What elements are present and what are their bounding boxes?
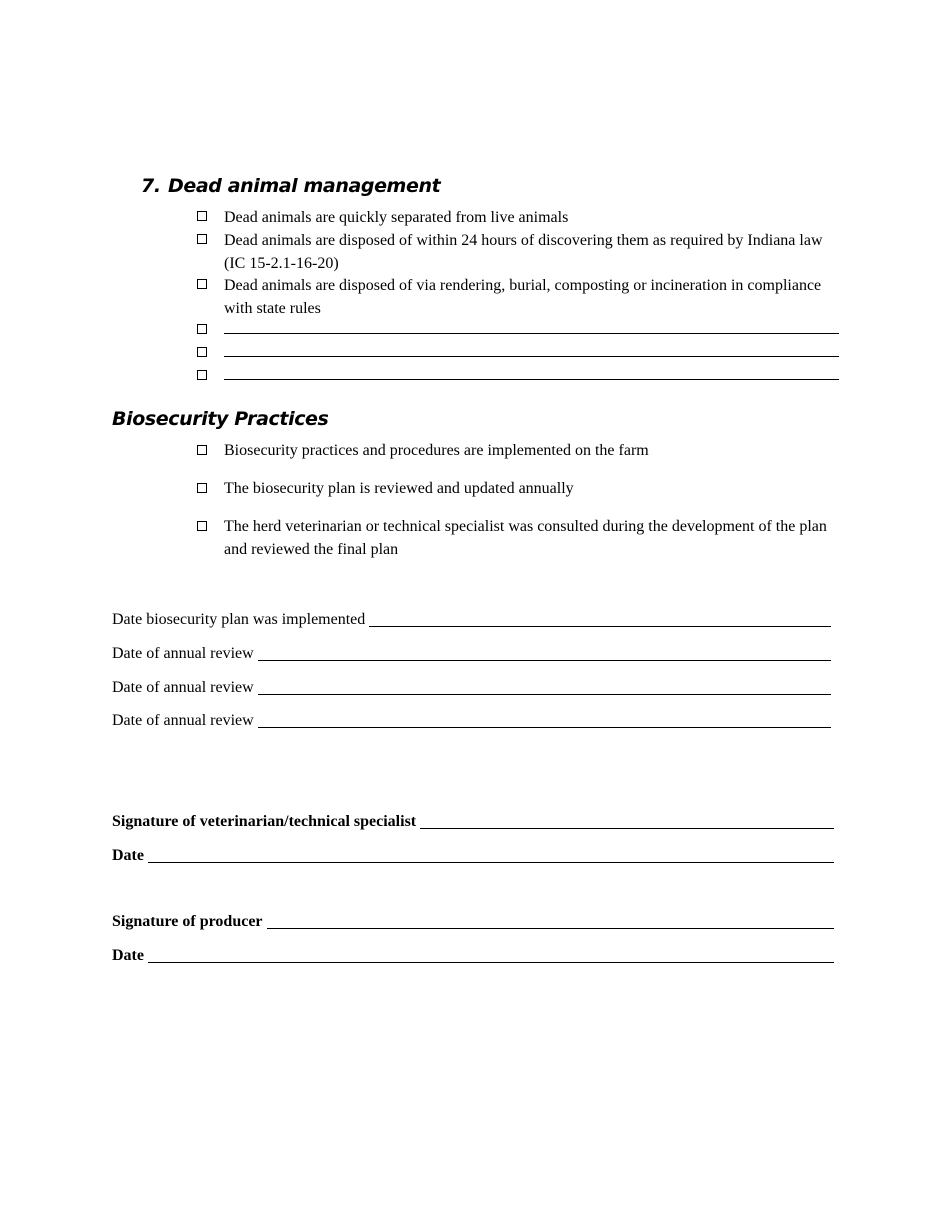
date-implemented-field xyxy=(112,610,831,630)
checklist-item: Dead animals are quickly separated from live animals xyxy=(224,209,569,226)
vet-date-input-line[interactable] xyxy=(148,862,834,863)
checkbox[interactable] xyxy=(197,234,207,244)
blank-entry-line[interactable] xyxy=(224,333,839,334)
vet-signature-label: Signature of veterinarian/technical specialist xyxy=(112,813,417,830)
checkbox[interactable] xyxy=(197,370,207,380)
checkbox[interactable] xyxy=(197,347,207,357)
checkbox[interactable] xyxy=(197,279,207,289)
producer-signature-input-line[interactable] xyxy=(267,928,834,929)
blank-entry-line[interactable] xyxy=(224,379,839,380)
section-7-heading xyxy=(141,174,440,198)
date-implemented-input-line[interactable] xyxy=(369,626,831,627)
blank-entry-line[interactable] xyxy=(224,356,839,357)
producer-signature-field xyxy=(112,912,834,932)
checklist-item: Biosecurity practices and procedures are implemented on the farm xyxy=(224,442,649,459)
producer-date-input-line[interactable] xyxy=(148,962,834,963)
section-number: 7. xyxy=(141,175,161,197)
checklist-item: The herd veterinarian or technical specialist was consulted during the development of the plan and reviewed the final plan xyxy=(224,518,827,558)
checkbox[interactable] xyxy=(197,211,207,221)
producer-date-field xyxy=(112,946,834,966)
checkbox[interactable] xyxy=(197,445,207,455)
checkbox[interactable] xyxy=(197,324,207,334)
vet-date-label: Date xyxy=(112,847,144,864)
annual-review-input-line[interactable] xyxy=(258,727,831,728)
annual-review-field xyxy=(112,711,831,731)
producer-signature-label: Signature of producer xyxy=(112,913,263,930)
checkbox[interactable] xyxy=(197,483,207,493)
checklist-item: Dead animals are disposed of via rendering, burial, composting or incineration in compliance with state rules xyxy=(224,277,822,317)
annual-review-field xyxy=(112,644,831,664)
vet-signature-input-line[interactable] xyxy=(420,828,834,829)
checklist-item: The biosecurity plan is reviewed and updated annually xyxy=(224,480,574,497)
biosecurity-heading: Biosecurity Practices xyxy=(112,408,329,430)
vet-date-field xyxy=(112,846,834,866)
annual-review-field xyxy=(112,678,831,698)
producer-date-label: Date xyxy=(112,947,144,964)
checkbox[interactable] xyxy=(197,521,207,531)
annual-review-input-line[interactable] xyxy=(258,694,831,695)
annual-review-label: Date of annual review xyxy=(112,645,254,662)
date-implemented-label: Date biosecurity plan was implemented xyxy=(112,611,366,628)
vet-signature-field xyxy=(112,812,834,832)
annual-review-label: Date of annual review xyxy=(112,679,254,696)
annual-review-input-line[interactable] xyxy=(258,660,831,661)
annual-review-label: Date of annual review xyxy=(112,712,254,729)
section-title: Dead animal management xyxy=(168,175,441,197)
checklist-item: Dead animals are disposed of within 24 hours of discovering them as required by Indiana law (IC 15-2.1-16-20) xyxy=(224,232,823,272)
